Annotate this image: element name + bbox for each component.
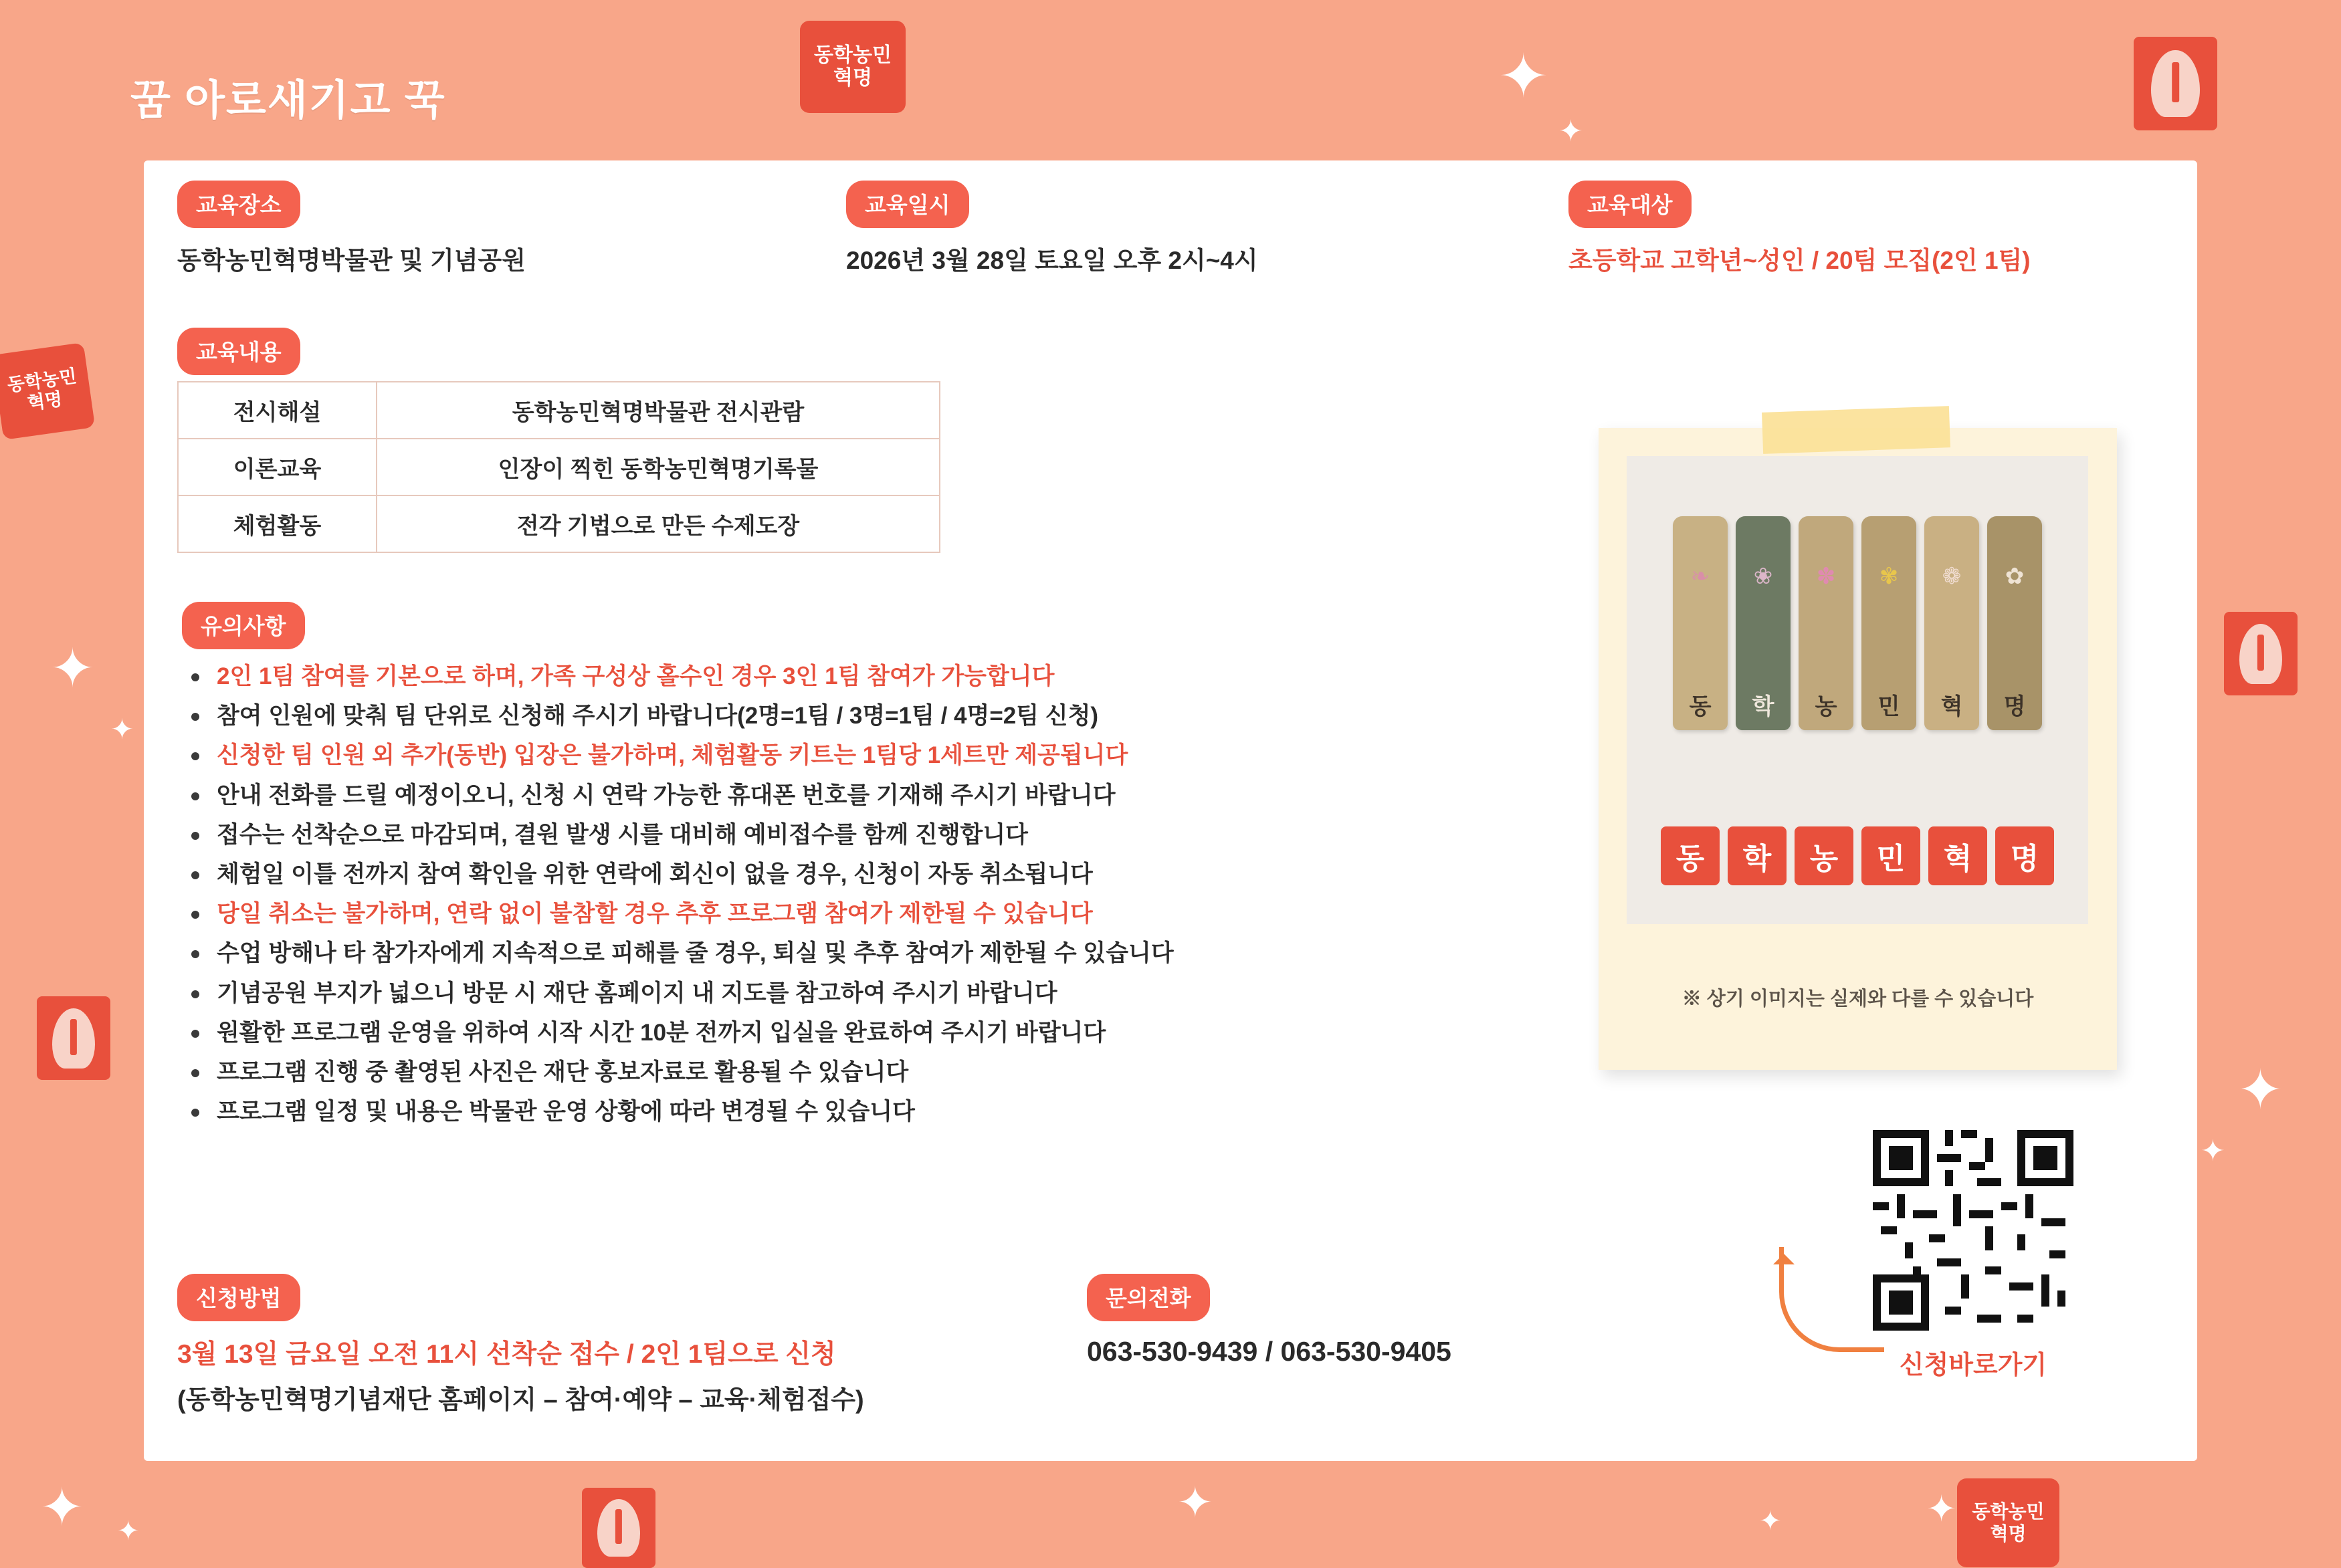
figure-stamp-bottom <box>582 1488 655 1568</box>
notice-text-8: 기념공원 부지가 넓으니 방문 시 재단 홈페이지 내 지도를 참고하여 주시기 바랍니다 <box>217 980 1057 1006</box>
apply-line2: (동학농민혁명기념재단 홈페이지 – 참여·예약 – 교육·체험접수) <box>177 1386 864 1414</box>
list-item <box>182 659 1587 694</box>
brand-stamp-line1: 동학농민 <box>6 365 78 396</box>
field-target <box>1568 181 2031 276</box>
qr-section <box>1873 1130 2073 1379</box>
notice-text-5: 체험일 이틀 전까지 참여 확인을 위한 연락에 회신이 없을 경우, 신청이 자동 취소됩니다 <box>217 861 1093 887</box>
notice-text-1: 참여 인원에 맞춰 팀 단위로 신청해 주시기 바랍니다(2명=1팀 / 3명=1팀 / 4명=2팀 신청) <box>217 703 1099 730</box>
brand-stamp-bottom-right <box>1960 1481 2057 1565</box>
notice-text-3: 안내 전화를 드릴 예정이오니, 신청 시 연락 가능한 휴대폰 번호를 기재해 주시기 바랍니다 <box>217 782 1116 808</box>
photo-caption: ※ 상기 이미지는 실제와 다를 수 있습니다 <box>1682 988 2034 1010</box>
list-item <box>182 935 1587 971</box>
field-apply <box>177 1274 864 1416</box>
seal-item <box>1924 516 1979 730</box>
list-item <box>182 1094 1587 1129</box>
sparkle-icon: ✦ <box>1759 1506 1782 1536</box>
field-notices <box>182 602 305 649</box>
qr-label: 신청바로가기 <box>1899 1351 2047 1379</box>
flower-icon: ❧ <box>1690 564 1710 589</box>
label-target: 교육대상 <box>1568 181 1692 228</box>
sparkle-icon: ✦ <box>2237 1060 2283 1121</box>
sparkle-icon: ✦ <box>1498 43 1549 110</box>
seal-row <box>1673 516 2042 730</box>
figure-stamp-glyph <box>2151 50 2200 118</box>
table-row <box>178 382 940 439</box>
photo-image <box>1627 456 2088 924</box>
sparkle-icon: ✦ <box>1926 1489 1957 1529</box>
seal-char: 민 <box>1877 694 1900 719</box>
notice-text-11: 프로그램 일정 및 내용은 박물관 운영 상황에 따라 변경될 수 있습니다 <box>217 1099 915 1125</box>
red-stamp: 동 <box>1661 826 1720 885</box>
table-cell-value: 전각 기법으로 만든 수제도장 <box>377 495 940 552</box>
list-item <box>182 1054 1587 1090</box>
seal-item <box>1799 516 1853 730</box>
flower-icon: ✽ <box>1816 564 1836 589</box>
flower-icon: ❀ <box>1753 564 1773 589</box>
seal-item <box>1861 516 1916 730</box>
qr-code[interactable] <box>1873 1130 2073 1331</box>
list-item <box>182 857 1587 892</box>
sparkle-icon: ✦ <box>117 1517 140 1546</box>
table-cell-value: 동학농민혁명박물관 전시관람 <box>377 382 940 439</box>
notice-text-6: 당일 취소는 불가하며, 연락 없이 불참할 경우 추후 프로그램 참여가 제한될 수 있습니다 <box>217 901 1093 927</box>
notice-text-0: 2인 1팀 참여를 기본으로 하며, 가족 구성상 홀수인 경우 3인 1팀 참여가 가능합니다 <box>217 663 1055 689</box>
field-place <box>177 181 526 276</box>
list-item <box>182 778 1587 813</box>
label-contact: 문의전화 <box>1087 1274 1210 1321</box>
label-place: 교육장소 <box>177 181 300 228</box>
red-stamp: 명 <box>1995 826 2054 885</box>
sparkle-icon: ✦ <box>40 1478 84 1537</box>
brand-stamp-line2: 혁명 <box>833 67 872 89</box>
curriculum-table-body <box>178 382 940 552</box>
brand-stamp-top <box>803 23 903 110</box>
field-curriculum <box>177 328 300 375</box>
curriculum-table <box>177 381 940 553</box>
figure-stamp-top-right <box>2134 37 2217 130</box>
table-cell-key: 체험활동 <box>178 495 377 552</box>
value-datetime: 2026년 3월 28일 토요일 오후 2시~4시 <box>846 247 1258 274</box>
notice-text-4: 접수는 선착순으로 마감되며, 결원 발생 시를 대비해 예비접수를 함께 진행합니다 <box>217 821 1028 848</box>
list-item <box>182 738 1587 773</box>
figure-stamp-glyph <box>597 1499 640 1557</box>
label-apply: 신청방법 <box>177 1274 300 1321</box>
brand-stamp-left <box>0 346 92 437</box>
list-item <box>182 1015 1587 1050</box>
list-item <box>182 817 1587 853</box>
contact-phone: 063-530-9439 / 063-530-9405 <box>1087 1336 1451 1367</box>
sparkle-icon: ✦ <box>2201 1135 2225 1167</box>
red-stamp: 학 <box>1728 826 1787 885</box>
figure-stamp-glyph <box>52 1008 95 1069</box>
value-target: 초등학교 고학년~성인 / 20팀 모집(2인 1팀) <box>1568 247 2031 274</box>
table-cell-value: 인장이 찍힌 동학농민혁명기록물 <box>377 439 940 495</box>
red-stamp: 민 <box>1861 826 1920 885</box>
page-title: 꿈 아로새기고 꾹 <box>130 78 446 124</box>
table-cell-key: 전시해설 <box>178 382 377 439</box>
value-place: 동학농민혁명박물관 및 기념공원 <box>177 247 526 274</box>
seal-char: 동 <box>1689 694 1712 719</box>
seal-char: 명 <box>2003 694 2026 719</box>
seal-item <box>1673 516 1728 730</box>
label-datetime: 교육일시 <box>846 181 969 228</box>
flower-icon: ✾ <box>1879 564 1899 589</box>
sparkle-icon: ✦ <box>1558 115 1583 148</box>
seal-char: 농 <box>1815 694 1837 719</box>
list-item <box>182 976 1587 1011</box>
brand-stamp-line1: 동학농민 <box>1972 1501 2045 1523</box>
notice-text-10: 프로그램 진행 중 촬영된 사진은 재단 홍보자료로 활용될 수 있습니다 <box>217 1058 909 1085</box>
brand-stamp-line2: 혁명 <box>26 388 64 414</box>
red-stamp-row <box>1661 826 2054 885</box>
flower-icon: ✿ <box>2005 564 2025 589</box>
tape-decoration <box>1762 406 1950 454</box>
seal-char: 혁 <box>1940 694 1963 719</box>
table-row <box>178 439 940 495</box>
field-contact <box>1087 1274 1451 1367</box>
sparkle-icon: ✦ <box>110 713 134 745</box>
red-stamp: 농 <box>1795 826 1853 885</box>
notice-text-2: 신청한 팀 인원 외 추가(동반) 입장은 불가하며, 체험활동 키트는 1팀당 1세트만 제공됩니다 <box>217 742 1128 769</box>
table-cell-key: 이론교육 <box>178 439 377 495</box>
seal-item <box>1736 516 1791 730</box>
label-notices: 유의사항 <box>182 602 305 649</box>
table-row <box>178 495 940 552</box>
red-stamp: 혁 <box>1928 826 1987 885</box>
apply-line1: 3월 13일 금요일 오전 11시 선착순 접수 / 2인 1팀으로 신청 <box>177 1340 836 1369</box>
figure-stamp-left <box>37 996 110 1080</box>
polaroid-photo <box>1599 428 2117 1070</box>
seal-item <box>1987 516 2042 730</box>
seal-char: 학 <box>1752 694 1774 719</box>
flower-icon: ❁ <box>1942 564 1962 589</box>
figure-stamp-glyph <box>2239 624 2282 684</box>
label-curriculum: 교육내용 <box>177 328 300 375</box>
brand-stamp-line1: 동학농민 <box>814 43 892 66</box>
notice-text-7: 수업 방해나 타 참가자에게 지속적으로 피해를 줄 경우, 퇴실 및 추후 참여가 제한될 수 있습니다 <box>217 940 1174 967</box>
sparkle-icon: ✦ <box>50 639 96 698</box>
figure-stamp-right <box>2224 612 2298 695</box>
list-item <box>182 896 1587 931</box>
notice-list <box>182 659 1587 1133</box>
notice-text-9: 원활한 프로그램 운영을 위하여 시작 시간 10분 전까지 입실을 완료하여 주시기 바랍니다 <box>217 1019 1106 1046</box>
brand-stamp-line2: 혁명 <box>1990 1523 2027 1544</box>
field-datetime <box>846 181 1258 276</box>
list-item <box>182 698 1587 734</box>
sparkle-icon: ✦ <box>1177 1478 1213 1527</box>
